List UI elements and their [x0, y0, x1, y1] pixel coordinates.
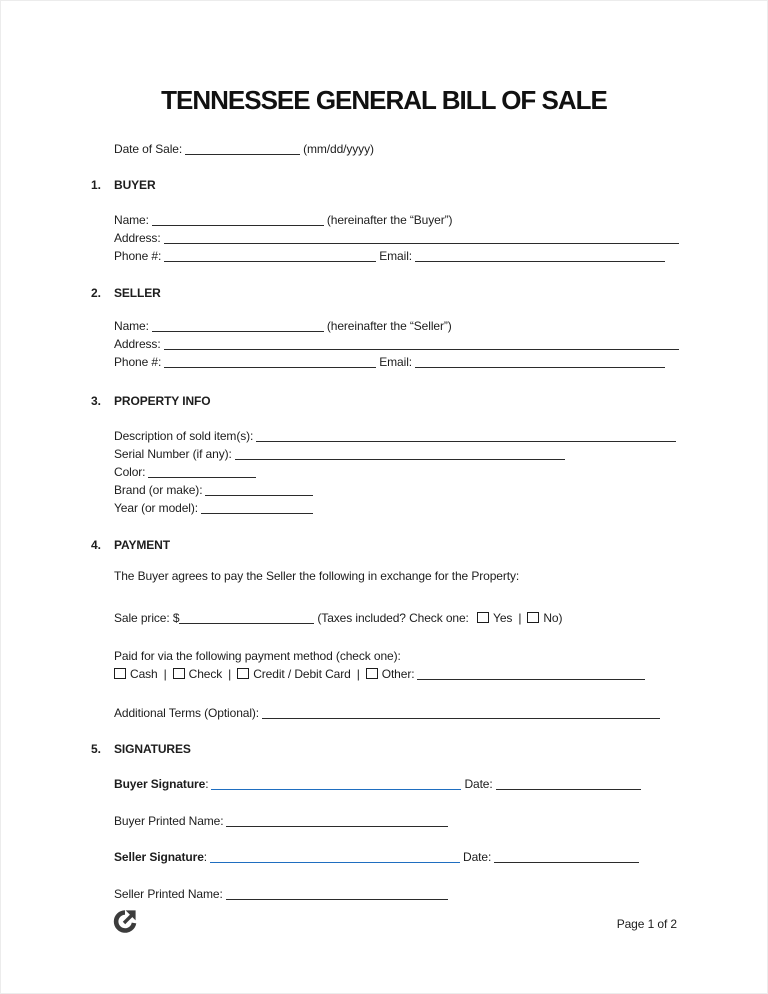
seller-printed-name-row — [114, 887, 451, 902]
seller-printed-name-field[interactable] — [226, 887, 448, 900]
cash-label: Cash — [130, 667, 158, 681]
section-buyer-number: 1. — [91, 178, 101, 192]
seller-name-suffix: (hereinafter the “Seller”) — [326, 319, 452, 333]
page-indicator: Page 1 of 2 — [616, 917, 677, 931]
sale-price-field[interactable] — [179, 611, 314, 624]
buyer-phone-row — [114, 249, 668, 264]
property-brand-label: Brand (or make): — [114, 483, 203, 497]
buyer-name-row — [114, 213, 452, 228]
seller-signature-field[interactable] — [210, 850, 460, 863]
property-year-row — [114, 501, 316, 516]
section-payment-number: 4. — [91, 538, 101, 552]
property-serial-row — [114, 447, 568, 462]
section-seller-title: SELLER — [114, 286, 161, 300]
seller-address-field[interactable] — [164, 337, 679, 350]
buyer-email-field[interactable] — [415, 249, 665, 262]
seller-phone-field[interactable] — [164, 355, 376, 368]
seller-address-label: Address: — [114, 337, 161, 351]
seller-address-row — [114, 337, 682, 352]
buyer-name-field[interactable] — [152, 213, 324, 226]
other-checkbox-icon[interactable] — [366, 668, 378, 679]
section-payment-heading — [91, 538, 170, 553]
colon: : — [205, 777, 209, 791]
buyer-address-field[interactable] — [164, 231, 679, 244]
property-brand-field[interactable] — [205, 483, 313, 496]
seller-name-field[interactable] — [152, 319, 324, 332]
taxes-question: (Taxes included? Check one: — [317, 611, 469, 625]
section-signatures-title: SIGNATURES — [114, 742, 191, 756]
property-brand-row — [114, 483, 316, 498]
property-color-row — [114, 465, 259, 480]
payment-intro: The Buyer agrees to pay the Seller the following in exchange for the Property: — [114, 569, 520, 583]
cash-checkbox-icon[interactable] — [114, 668, 126, 679]
additional-terms-field[interactable] — [262, 706, 660, 719]
seller-phone-row — [114, 355, 668, 370]
seller-signature-row — [114, 850, 642, 865]
seller-email-label: Email: — [379, 355, 412, 369]
sale-price-row — [114, 611, 562, 626]
taxes-no-checkbox-icon[interactable] — [527, 612, 539, 623]
seller-phone-label: Phone #: — [114, 355, 162, 369]
payment-method-label: Paid for via the following payment method (check one): — [114, 649, 401, 663]
date-of-sale-row — [114, 142, 374, 157]
section-buyer-heading — [91, 178, 156, 193]
buyer-address-row — [114, 231, 682, 246]
sale-price-label: Sale price: $ — [114, 611, 180, 625]
additional-terms-row — [114, 706, 663, 721]
section-seller-number: 2. — [91, 286, 101, 300]
seller-email-field[interactable] — [415, 355, 665, 368]
property-description-row — [114, 429, 679, 444]
property-serial-label: Serial Number (if any): — [114, 447, 232, 461]
property-description-field[interactable] — [256, 429, 676, 442]
buyer-signature-row — [114, 777, 644, 792]
separator-pipe: | — [228, 667, 232, 681]
buyer-address-label: Address: — [114, 231, 161, 245]
property-description-label: Description of sold item(s): — [114, 429, 254, 443]
other-method-field[interactable] — [417, 667, 645, 680]
seller-signature-date-label: Date: — [463, 850, 492, 864]
date-of-sale-label: Date of Sale: — [114, 142, 183, 156]
property-serial-field[interactable] — [235, 447, 565, 460]
buyer-phone-label: Phone #: — [114, 249, 162, 263]
check-label: Check — [188, 667, 223, 681]
buyer-signature-field[interactable] — [211, 777, 461, 790]
credit-debit-label: Credit / Debit Card — [253, 667, 351, 681]
date-of-sale-field[interactable] — [185, 142, 300, 155]
separator-pipe: | — [356, 667, 360, 681]
separator-pipe: | — [518, 611, 522, 625]
seller-printed-name-label: Seller Printed Name: — [114, 887, 223, 901]
buyer-printed-name-field[interactable] — [226, 814, 448, 827]
property-year-label: Year (or model): — [114, 501, 198, 515]
buyer-printed-name-label: Buyer Printed Name: — [114, 814, 224, 828]
section-property-number: 3. — [91, 394, 101, 408]
property-year-field[interactable] — [201, 501, 313, 514]
buyer-name-label: Name: — [114, 213, 149, 227]
taxes-yes-checkbox-icon[interactable] — [477, 612, 489, 623]
section-buyer-title: BUYER — [114, 178, 156, 192]
buyer-printed-name-row — [114, 814, 451, 829]
buyer-email-label: Email: — [379, 249, 412, 263]
separator-pipe: | — [163, 667, 167, 681]
additional-terms-label: Additional Terms (Optional): — [114, 706, 260, 720]
section-signatures-heading — [91, 742, 191, 757]
seller-name-row — [114, 319, 452, 334]
property-color-label: Color: — [114, 465, 146, 479]
buyer-name-suffix: (hereinafter the “Buyer”) — [326, 213, 453, 227]
section-property-title: PROPERTY INFO — [114, 394, 211, 408]
taxes-no-label: No) — [543, 611, 563, 625]
buyer-signature-label: Buyer Signature — [114, 777, 206, 791]
page-title: TENNESSEE GENERAL BILL OF SALE — [161, 85, 607, 115]
seller-name-label: Name: — [114, 319, 149, 333]
section-property-heading — [91, 394, 211, 409]
other-label: Other: — [381, 667, 415, 681]
taxes-yes-label: Yes — [493, 611, 513, 625]
section-payment-title: PAYMENT — [114, 538, 170, 552]
section-signatures-number: 5. — [91, 742, 101, 756]
credit-debit-checkbox-icon[interactable] — [237, 668, 249, 679]
buyer-signature-date-label: Date: — [464, 777, 493, 791]
colon: : — [203, 850, 207, 864]
circular-arrow-logo-icon — [113, 907, 139, 937]
property-color-field[interactable] — [148, 465, 256, 478]
buyer-phone-field[interactable] — [164, 249, 376, 262]
check-checkbox-icon[interactable] — [173, 668, 185, 679]
seller-signature-label: Seller Signature — [114, 850, 204, 864]
seller-signature-date-field[interactable] — [494, 850, 639, 863]
payment-method-options-row — [114, 667, 648, 682]
date-format-hint: (mm/dd/yyyy) — [303, 142, 374, 156]
buyer-signature-date-field[interactable] — [496, 777, 641, 790]
section-seller-heading — [91, 286, 161, 301]
